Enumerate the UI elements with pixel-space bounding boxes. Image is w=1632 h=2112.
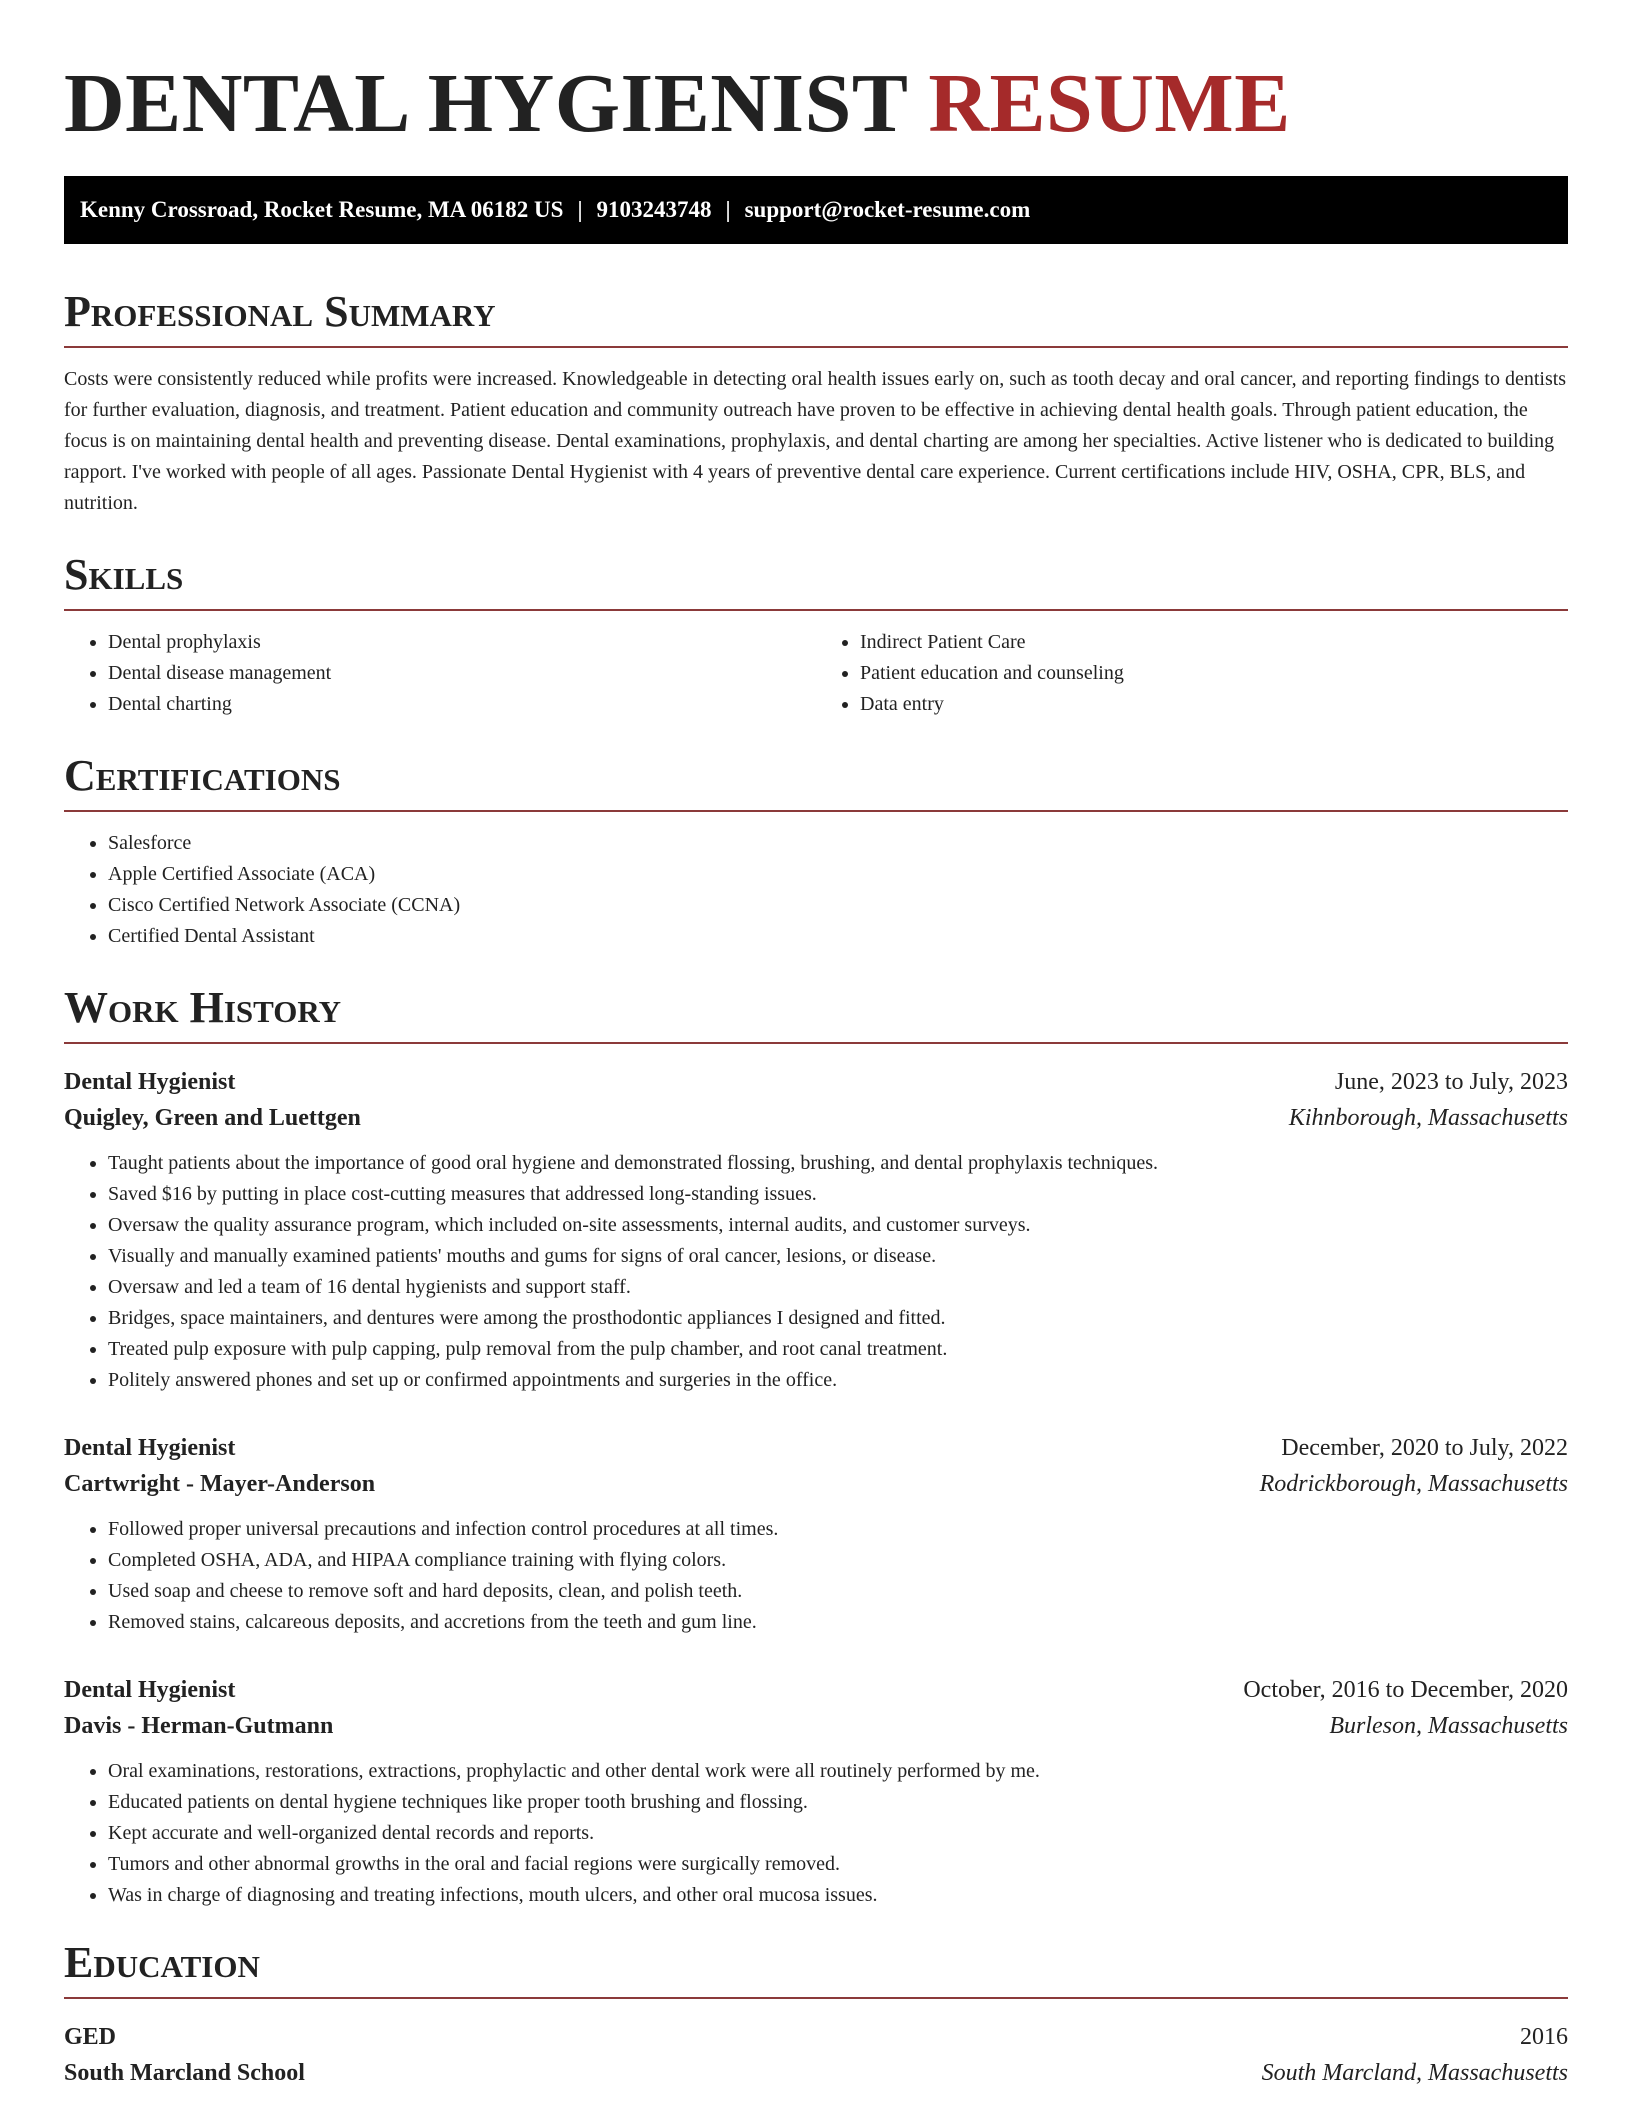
certifications-list <box>64 828 1568 952</box>
education-entry <box>64 2019 1568 2091</box>
job-title: Dental Hygienist <box>64 1069 236 1095</box>
job-entry <box>64 1064 1568 1396</box>
education-year: 2016 <box>1520 2024 1568 2050</box>
education-heading: Education <box>64 1937 1568 1999</box>
job-duty-item: • Oversaw the quality assurance program, which included on-site assessments, internal audits, and customer surveys. <box>108 1210 1568 1241</box>
education-subheader-row <box>64 2055 1568 2091</box>
certification-item: • Apple Certified Associate (ACA) <box>108 859 1568 890</box>
education-section <box>64 1937 1568 2091</box>
job-duty-item: • Bridges, space maintainers, and dentures were among the prosthodontic appliances I designed and fitted. <box>108 1303 1568 1334</box>
contact-email: support@rocket-resume.com <box>744 197 1031 222</box>
contact-separator: | <box>577 197 583 222</box>
skill-item: • Dental charting <box>108 689 816 720</box>
job-duty-item: • Taught patients about the importance of good oral hygiene and demonstrated flossing, brushing, and dental prophylaxis techniques. <box>108 1148 1568 1179</box>
job-duty-item: • Tumors and other abnormal growths in the oral and facial regions were surgically removed. <box>108 1849 1568 1880</box>
education-header-row <box>64 2019 1568 2055</box>
job-dates: June, 2023 to July, 2023 <box>1334 1069 1568 1095</box>
job-title: Dental Hygienist <box>64 1677 236 1703</box>
skill-item: • Patient education and counseling <box>860 658 1568 689</box>
job-duty-item: • Followed proper universal precautions and infection control procedures at all times. <box>108 1514 1568 1545</box>
job-company: Cartwright - Mayer-Anderson <box>64 1471 376 1497</box>
skill-item: • Indirect Patient Care <box>860 627 1568 658</box>
job-duty-item: • Removed stains, calcareous deposits, and accretions from the teeth and gum line. <box>108 1607 1568 1638</box>
job-duty-item: • Used soap and cheese to remove soft and hard deposits, clean, and polish teeth. <box>108 1576 1568 1607</box>
job-title: Dental Hygienist <box>64 1435 236 1461</box>
job-duty-item: • Saved $16 by putting in place cost-cutting measures that addressed long-standing issues. <box>108 1179 1568 1210</box>
work-history-section <box>64 982 1568 1911</box>
skills-list-right <box>816 627 1568 720</box>
skill-item: • Dental disease management <box>108 658 816 689</box>
contact-bar <box>64 176 1568 244</box>
job-entry <box>64 1430 1568 1638</box>
contact-separator: | <box>725 197 731 222</box>
skills-heading: Skills <box>64 549 1568 611</box>
job-duties-list <box>64 1756 1568 1911</box>
job-duties-list <box>64 1514 1568 1638</box>
skill-item: • Data entry <box>860 689 1568 720</box>
job-duty-item: • Oral examinations, restorations, extractions, prophylactic and other dental work were all routinely performed by me. <box>108 1756 1568 1787</box>
skills-section <box>64 549 1568 720</box>
job-duty-item: • Treated pulp exposure with pulp capping, pulp removal from the pulp chamber, and root canal treatment. <box>108 1334 1568 1365</box>
education-degree: GED <box>64 2024 117 2050</box>
resume-title <box>64 0 1568 152</box>
certification-item: • Salesforce <box>108 828 1568 859</box>
skills-list-left <box>64 627 816 720</box>
job-duty-item: • Completed OSHA, ADA, and HIPAA compliance training with flying colors. <box>108 1545 1568 1576</box>
job-company: Davis - Herman-Gutmann <box>64 1713 334 1739</box>
job-duty-item: • Oversaw and led a team of 16 dental hygienists and support staff. <box>108 1272 1568 1303</box>
job-subheader-row <box>64 1100 1568 1136</box>
job-subheader-row <box>64 1708 1568 1744</box>
job-header-row <box>64 1064 1568 1100</box>
skill-item: • Dental prophylaxis <box>108 627 816 658</box>
job-location: Kihnborough, Massachusetts <box>1288 1105 1568 1131</box>
job-subheader-row <box>64 1466 1568 1502</box>
summary-section <box>64 286 1568 519</box>
certification-item: • Certified Dental Assistant <box>108 921 1568 952</box>
summary-heading: Professional Summary <box>64 286 1568 348</box>
work-history-heading: Work History <box>64 982 1568 1044</box>
contact-address: Kenny Crossroad, Rocket Resume, MA 06182 US <box>80 197 564 222</box>
contact-phone: 9103243748 <box>596 197 712 222</box>
job-duty-item: • Was in charge of diagnosing and treating infections, mouth ulcers, and other oral mucosa issues. <box>108 1880 1568 1911</box>
resume-title-accent: RESUME <box>928 57 1291 150</box>
education-location: South Marcland, Massachusetts <box>1261 2060 1568 2086</box>
job-header-row <box>64 1430 1568 1466</box>
job-location: Rodrickborough, Massachusetts <box>1259 1471 1568 1497</box>
job-entry <box>64 1672 1568 1911</box>
job-duty-item: • Politely answered phones and set up or confirmed appointments and surgeries in the office. <box>108 1365 1568 1396</box>
job-dates: December, 2020 to July, 2022 <box>1281 1435 1568 1461</box>
job-duty-item: • Kept accurate and well-organized dental records and reports. <box>108 1818 1568 1849</box>
job-duties-list <box>64 1148 1568 1396</box>
resume-title-main: DENTAL HYGIENIST <box>64 57 907 150</box>
certification-item: • Cisco Certified Network Associate (CCNA) <box>108 890 1568 921</box>
skills-grid <box>64 611 1568 720</box>
job-company: Quigley, Green and Luettgen <box>64 1105 361 1131</box>
education-school: South Marcland School <box>64 2060 305 2086</box>
summary-text: Costs were consistently reduced while profits were increased. Knowledgeable in detecting oral health issues early on, such as tooth decay and oral cancer, and reporting findings to dentists for further evaluation, diagnosis, and treatment. Patient education and community outreach have proven to be effective in achieving dental health goals. Through patient education, the focus is on maintaining dental health and preventing disease. Dental examinations, prophylaxis, and dental charting are among her specialties. Active listener who is dedicated to building rapport. I've worked with people of all ages. Passionate Dental Hygienist with 4 years of preventive dental care experience. Current certifications include HIV, OSHA, CPR, BLS, and nutrition. <box>64 368 1567 514</box>
job-duty-item: • Visually and manually examined patients' mouths and gums for signs of oral cancer, lesions, or disease. <box>108 1241 1568 1272</box>
certifications-section <box>64 750 1568 952</box>
job-location: Burleson, Massachusetts <box>1329 1713 1568 1739</box>
job-header-row <box>64 1672 1568 1708</box>
certifications-heading: Certifications <box>64 750 1568 812</box>
job-dates: October, 2016 to December, 2020 <box>1243 1677 1568 1703</box>
job-duty-item: • Educated patients on dental hygiene techniques like proper tooth brushing and flossing. <box>108 1787 1568 1818</box>
